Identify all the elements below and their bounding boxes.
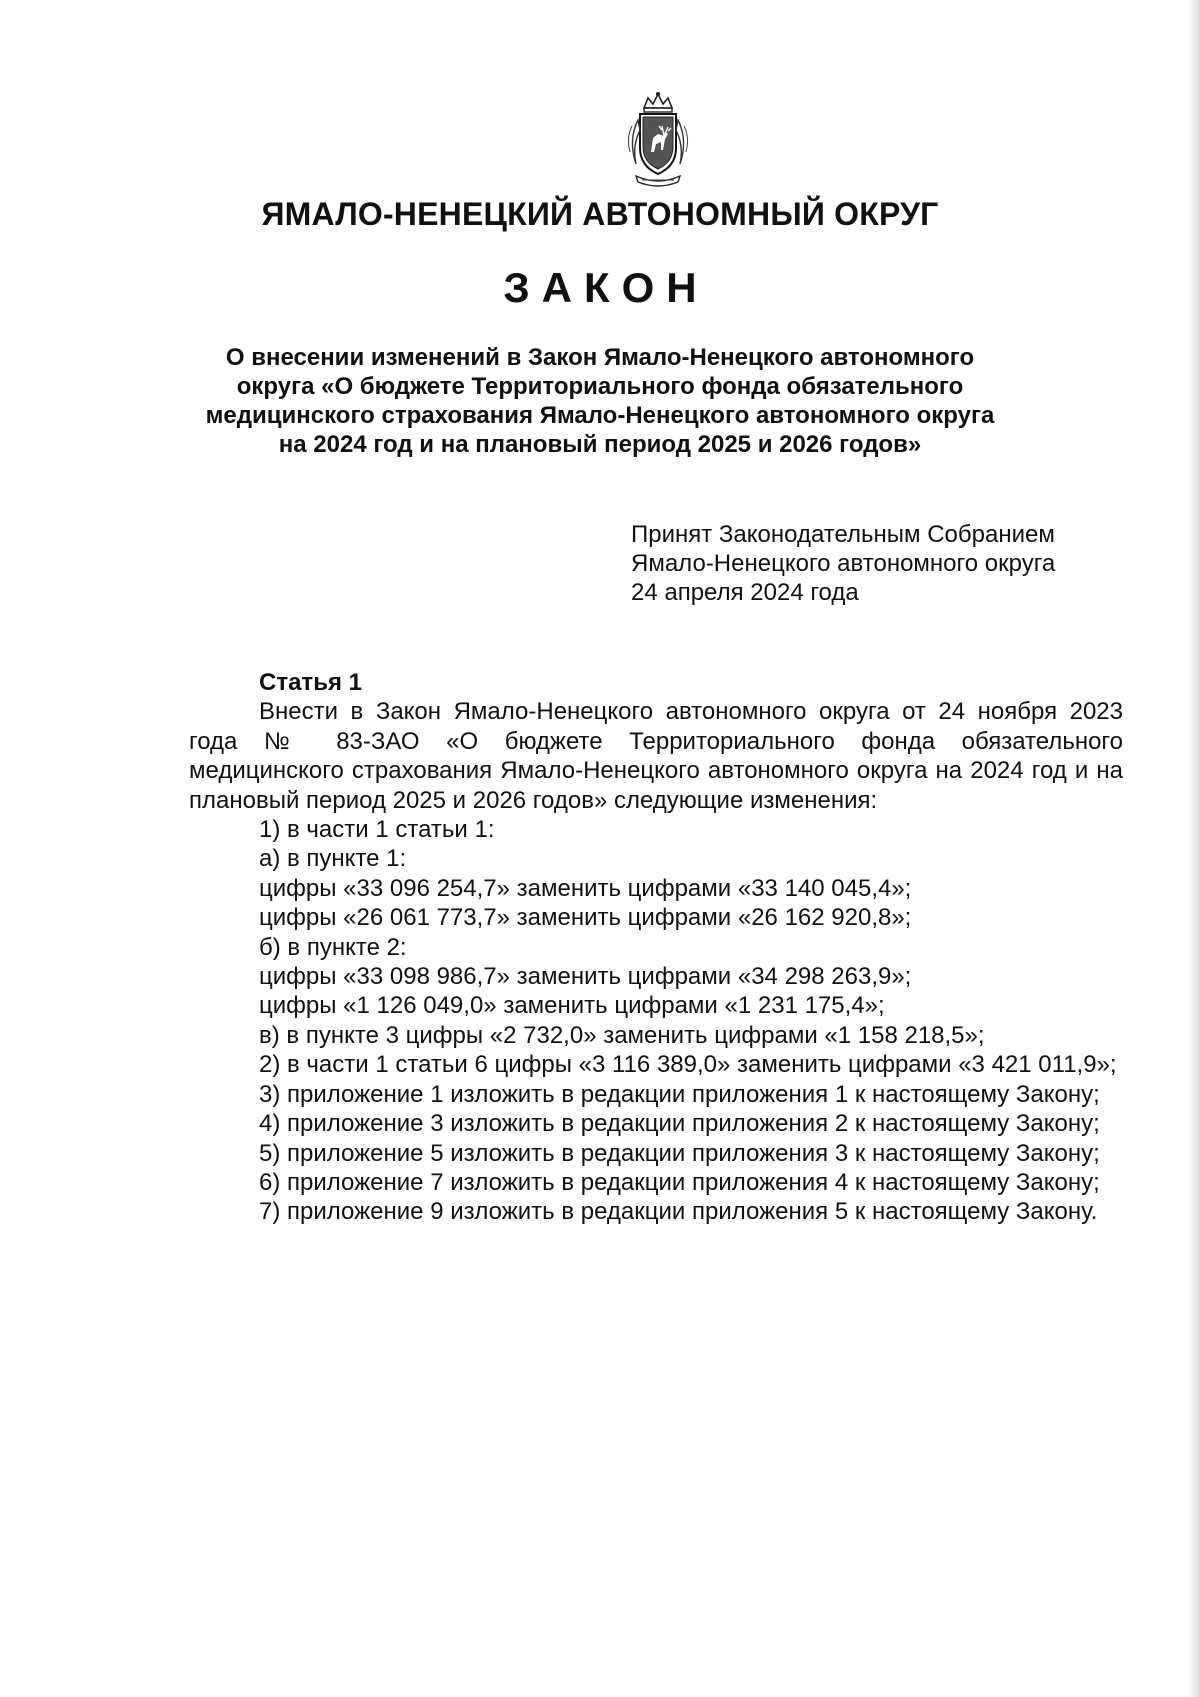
list-item: цифры «26 061 773,7» заменить цифрами «26 162 920,8»; <box>259 904 912 932</box>
subject-line: О внесении изменений в Закон Ямало-Ненецкого автономного <box>225 344 975 371</box>
list-item: 1) в части 1 статьи 1: <box>259 816 495 844</box>
list-item: 2) в части 1 статьи 6 цифры «3 116 389,0» заменить цифрами «3 421 011,9»; <box>259 1051 1117 1079</box>
adoption-line: Принят Законодательным Собранием <box>631 521 1055 548</box>
list-item: цифры «33 098 986,7» заменить цифрами «34 298 263,9»; <box>259 963 912 991</box>
subject-line: округа «О бюджете Территориального фонда обязательного <box>236 373 964 400</box>
adoption-note <box>631 520 1151 607</box>
adoption-line: Ямало-Ненецкого автономного округа <box>631 550 1056 577</box>
article-intro: Внести в Закон Ямало-Ненецкого автономного округа от 24 ноября 2023 года № 83-ЗАО «О бюджете Территориального фонда обязательного медицинского страхования Ямало-Ненецкого автономного округа на 2024 год и на плановый период 2025 и 2026 годов» следующие изменения: <box>189 698 1123 814</box>
list-item: 4) приложение 3 изложить в редакции приложения 2 к настоящему Закону; <box>259 1110 1100 1138</box>
list-item: 7) приложение 9 изложить в редакции приложения 5 к настоящему Закону. <box>259 1198 1098 1226</box>
list-item: б) в пункте 2: <box>259 933 407 961</box>
region-title: ЯМАЛО-НЕНЕЦКИЙ АВТОНОМНЫЙ ОКРУГ <box>261 196 939 232</box>
subject-line: медицинского страхования Ямало-Ненецкого автономного округа <box>205 402 995 429</box>
law-subject <box>180 343 1020 459</box>
article-body <box>189 668 1123 1227</box>
coat-of-arms-icon <box>618 90 698 190</box>
list-item: а) в пункте 1: <box>259 845 407 873</box>
list-item: цифры «1 126 049,0» заменить цифрами «1 231 175,4»; <box>259 992 885 1020</box>
adoption-date: 24 апреля 2024 года <box>631 579 859 606</box>
list-item: 5) приложение 5 изложить в редакции приложения 3 к настоящему Закону; <box>259 1139 1100 1167</box>
subject-line: на 2024 год и на плановый период 2025 и 2026 годов» <box>278 431 922 458</box>
list-item: 6) приложение 7 изложить в редакции приложения 4 к настоящему Закону; <box>259 1168 1100 1196</box>
law-title: ЗАКОН <box>503 264 709 311</box>
list-item: в) в пункте 3 цифры «2 732,0» заменить цифрами «1 158 218,5»; <box>259 1021 985 1049</box>
page-edge-shadow <box>1188 0 1200 1697</box>
list-item: цифры «33 096 254,7» заменить цифрами «33 140 045,4»; <box>259 874 912 902</box>
list-item: 3) приложение 1 изложить в редакции приложения 1 к настоящему Закону; <box>259 1080 1100 1108</box>
article-heading: Статья 1 <box>259 669 362 696</box>
